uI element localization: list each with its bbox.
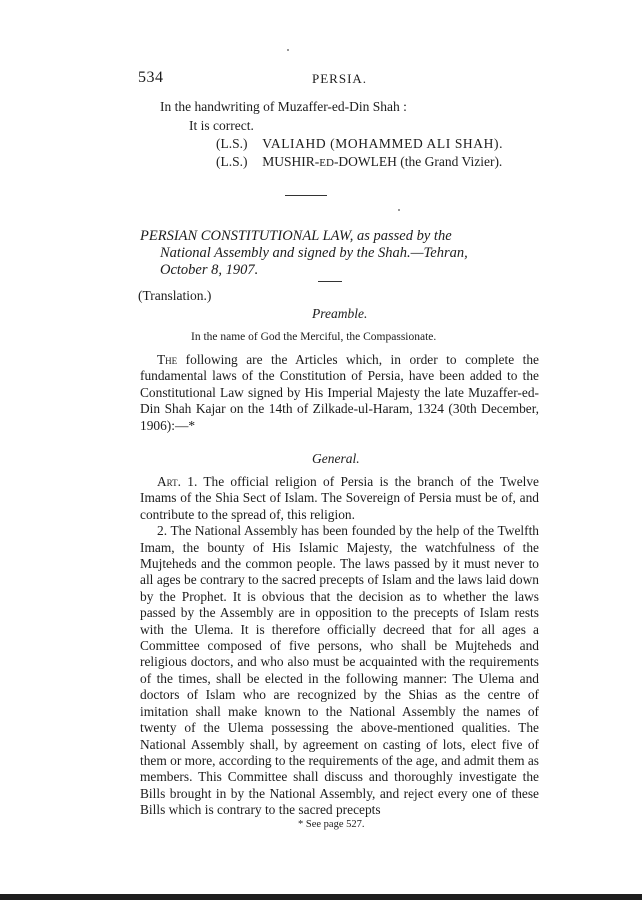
document-title-line-1: PERSIAN CONSTITUTIONAL LAW, as passed by the (140, 228, 452, 244)
print-speck (287, 49, 289, 51)
signature-line-1 (216, 136, 503, 152)
bottom-edge-bar (0, 894, 642, 900)
articles-body (140, 474, 539, 819)
signature-line-2 (216, 154, 502, 170)
article-2: 2. The National Assembly has been founded by the help of the Twelfth Imam, the bounty of His Islamic Majesty, the watchfulness of the Mujteheds and the common people. The laws passed by it must never to all ages be contrary to the sacred precepts of Islam and the laws laid down by the Prophet. It is obvious that the decision as to whether the laws passed by the Assembly are in opposition to the precepts of Islam rests with the Ulema. It is therefore officially decreed that for all ages a Committee composed of five persons, who shall be Mujteheds and religious doctors, and who also must be acquainted with the requirements of the times, shall be elected in the following manner: The Ulema and doctors of Islam who are recognized by the Shias as the centre of imitation shall make known to the National Assembly the names of twenty of the Ulema possessing the above-mentioned qualities. The National Assembly shall, by agreement on casting of lots, elect five of them or more, according to the requirements of the age, and admit them as members. This Committee shall discuss and thoroughly investigate the Bills brought in by the National Assembly, and reject every one of these Bills which is contrary to the sacred precepts (140, 523, 539, 818)
handwriting-note: In the handwriting of Muzaffer-ed-Din Shah : (160, 99, 407, 114)
article-1: Art. 1. The official religion of Persia is the branch of the Twelve Imams of the Shia Sect of Islam. The Sovereign of Persia must be of, and contribute to the spread of, this religion. (140, 474, 539, 522)
footnote: * See page 527. (298, 819, 365, 830)
invocation-text: In the name of God the Merciful, the Compassionate. (191, 331, 437, 343)
preamble-heading: Preamble. (312, 306, 368, 321)
document-title-line-3: October 8, 1907. (160, 262, 259, 278)
seal-mark: (L.S.) (216, 136, 248, 151)
divider-rule (285, 195, 327, 196)
running-title: PERSIA. (312, 71, 368, 86)
page-number: 534 (138, 69, 164, 86)
document-title-line-2: National Assembly and signed by the Shah.—Tehran, (160, 245, 468, 261)
print-speck (398, 209, 400, 211)
preamble-paragraph: The following are the Articles which, in order to complete the fundamental laws of the Constitution of Persia, have been added to the Constitutional Law signed by His Imperial Majesty the late Muzaffer-ed-Din Shah Kajar on the 14th of Zilkade-ul-Haram, 1324 (30th December, 1906):—* (140, 352, 539, 433)
signatory-name: VALIAHD (MOHAMMED ALI SHAH). (262, 136, 504, 151)
seal-mark: (L.S.) (216, 154, 248, 169)
general-heading: General. (312, 451, 360, 466)
correct-note: It is correct. (189, 118, 254, 133)
divider-rule (318, 281, 342, 282)
translation-note: (Translation.) (138, 288, 212, 303)
signatory-name: MUSHIR-ED-DOWLEH (the Grand Vizier). (262, 154, 503, 169)
